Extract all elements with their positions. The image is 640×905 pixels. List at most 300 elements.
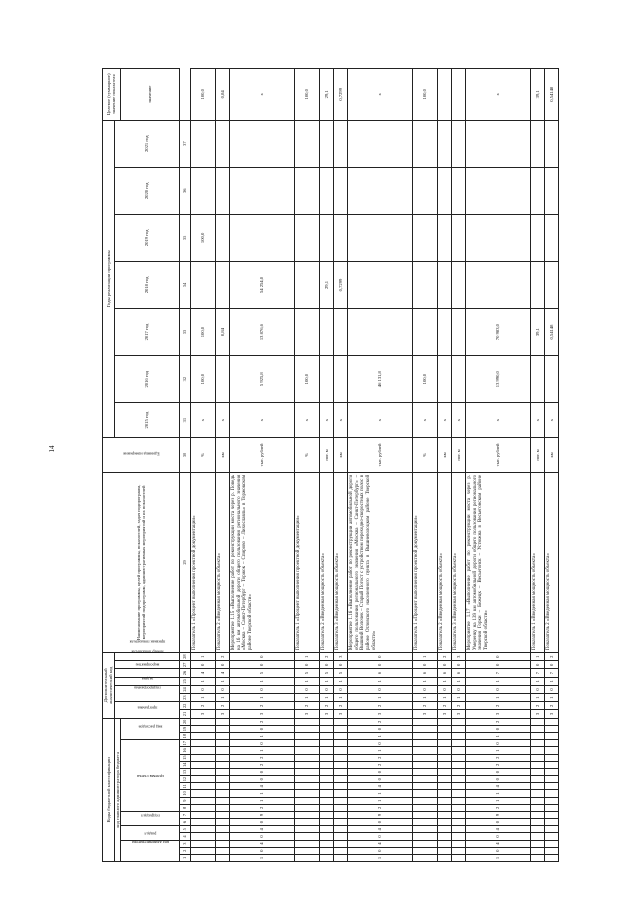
year-value: 29,1 xyxy=(319,261,333,308)
page-number: 14 xyxy=(48,445,56,453)
kbk-digit xyxy=(451,833,465,840)
kbk-digit xyxy=(215,797,229,804)
year-value: 0,84 xyxy=(215,309,229,356)
kbk-digit xyxy=(412,733,437,740)
code-digit: 1 xyxy=(294,677,319,685)
code-digit: 3 xyxy=(465,710,530,718)
year-value: х xyxy=(294,403,319,438)
kbk-digit xyxy=(333,854,347,861)
code-digit: 1 xyxy=(451,677,465,685)
kbk-digit: 0 xyxy=(229,768,294,775)
kbk-digit xyxy=(437,726,451,733)
column-number: 6 xyxy=(179,819,190,826)
kbk-digit xyxy=(294,733,319,740)
kbk-digit: 0 xyxy=(229,776,294,783)
code-digit: 3 xyxy=(333,653,347,661)
kbk-digit: 1 xyxy=(465,747,530,754)
code-digit: 5 xyxy=(229,669,294,677)
code-col-indicator-sign: признак показателя xyxy=(114,653,179,661)
code-digit: 5 xyxy=(333,669,347,677)
year-value xyxy=(229,214,294,261)
kbk-digit xyxy=(294,854,319,861)
unit-cell: км xyxy=(215,438,229,473)
code-digit: 4 xyxy=(215,669,229,677)
kbk-digit xyxy=(333,811,347,818)
year-value: 0,7299 xyxy=(333,261,347,308)
code-digit: 0 xyxy=(437,685,451,693)
kbk-digit xyxy=(530,747,544,754)
year-value xyxy=(215,356,229,403)
year-value xyxy=(544,261,558,308)
final-subheader: значение xyxy=(120,69,179,121)
kbk-digit xyxy=(319,761,333,768)
year-value: х xyxy=(451,403,465,438)
kbk-digit: 1 xyxy=(229,747,294,754)
final-value: 0,84 xyxy=(215,69,229,121)
kbk-digit xyxy=(544,790,558,797)
kbk-digit xyxy=(412,811,437,818)
code-digit: 3 xyxy=(437,710,451,718)
kbk-digit xyxy=(437,797,451,804)
unit-cell: км xyxy=(437,438,451,473)
year-value xyxy=(451,214,465,261)
code-digit: 0 xyxy=(294,661,319,669)
kbk-digit xyxy=(190,776,215,783)
kbk-digit: 0 xyxy=(347,776,412,783)
kbk-digit xyxy=(319,826,333,833)
kbk-digit: 0 xyxy=(229,726,294,733)
code-digit: 1 xyxy=(347,677,412,685)
kbk-digit xyxy=(319,747,333,754)
kbk-digit xyxy=(437,768,451,775)
kbk-digit xyxy=(215,804,229,811)
code-digit: 3 xyxy=(451,653,465,661)
kbk-digit xyxy=(319,768,333,775)
column-number: 16 xyxy=(179,747,190,754)
final-value: х xyxy=(229,69,294,121)
kbk-digit xyxy=(215,761,229,768)
year-value: 39,1 xyxy=(530,309,544,356)
kbk-digit: 0 xyxy=(347,819,412,826)
year-value xyxy=(319,356,333,403)
code-digit: 0 xyxy=(319,685,333,693)
kbk-digit xyxy=(294,740,319,747)
year-value xyxy=(412,309,437,356)
kbk-digit: 4 xyxy=(229,783,294,790)
code-digit: 0 xyxy=(347,661,412,669)
kbk-digit xyxy=(412,840,437,847)
year-value: х xyxy=(333,403,347,438)
kbk-digit xyxy=(294,776,319,783)
code-digit: 0 xyxy=(412,685,437,693)
kbk-digit xyxy=(294,747,319,754)
kbk-digit xyxy=(294,726,319,733)
kbk-digit: 4 xyxy=(347,783,412,790)
kbk-digit xyxy=(294,718,319,725)
kbk-digit: 1 xyxy=(347,790,412,797)
kbk-digit: 1 xyxy=(465,790,530,797)
code-digit: 3 xyxy=(229,710,294,718)
year-value xyxy=(229,167,294,214)
year-value: 100,0 xyxy=(190,356,215,403)
code-digit: 2 xyxy=(294,702,319,710)
unit-cell: км xyxy=(333,438,347,473)
kbk-digit xyxy=(215,819,229,826)
kbk-digit: 4 xyxy=(229,840,294,847)
kbk-digit: 4 xyxy=(465,826,530,833)
code-digit: 3 xyxy=(347,710,412,718)
indicator-row xyxy=(412,69,437,862)
kbk-digit xyxy=(333,754,347,761)
kbk-digit xyxy=(319,833,333,840)
kbk-digit: 0 xyxy=(229,833,294,840)
final-value: 100,0 xyxy=(190,69,215,121)
kbk-digit xyxy=(544,804,558,811)
year-value xyxy=(544,167,558,214)
code-digit: 2 xyxy=(437,653,451,661)
unit-column-header: Единица измерения xyxy=(103,438,180,473)
code-digit: 2 xyxy=(319,653,333,661)
event-name: Мероприятие 1.16 «Выполнение работ по реконструкции автомобильной дороги общего пользования регионального значения «Москва – Санкт-Петербург» – Вышний Волочек – Старый Погост с устройством переходно-скоростных полос в районе Огловского населенного пункта в Вышневолоцком районе Тверской области» xyxy=(347,472,412,652)
year-value xyxy=(333,356,347,403)
kbk-digit: 0 xyxy=(465,768,530,775)
column-number: 19 xyxy=(179,726,190,733)
kbk-col-subsection: подраздел xyxy=(120,811,179,825)
kbk-digit xyxy=(319,840,333,847)
kbk-digit xyxy=(451,804,465,811)
code-digit: 1 xyxy=(465,677,530,685)
kbk-digit xyxy=(333,797,347,804)
code-digit: 1 xyxy=(190,694,215,702)
year-value xyxy=(190,261,215,308)
kbk-col-expense-type: вид расходов xyxy=(120,718,179,740)
kbk-digit xyxy=(412,854,437,861)
kbk-digit xyxy=(333,783,347,790)
kbk-digit xyxy=(215,726,229,733)
kbk-digit xyxy=(190,847,215,854)
kbk-digit: 0 xyxy=(229,819,294,826)
kbk-digit: 0 xyxy=(465,819,530,826)
column-number: 3 xyxy=(179,840,190,847)
kbk-digit xyxy=(437,747,451,754)
code-digit: 7 xyxy=(530,669,544,677)
kbk-digit: 2 xyxy=(465,761,530,768)
year-value xyxy=(451,261,465,308)
code-digit: 1 xyxy=(294,694,319,702)
column-number-row xyxy=(179,69,190,862)
kbk-digit xyxy=(544,747,558,754)
kbk-digit: 2 xyxy=(465,718,530,725)
year-value: 46 131,8 xyxy=(347,356,412,403)
kbk-digit xyxy=(294,804,319,811)
unit-cell: км xyxy=(544,438,558,473)
kbk-digit xyxy=(530,726,544,733)
indicator-name: Показатель 2 «Введенная мощность объекта» xyxy=(544,472,558,652)
year-value xyxy=(451,167,465,214)
year-value: 13 876,6 xyxy=(229,309,294,356)
kbk-digit xyxy=(530,718,544,725)
kbk-digit xyxy=(215,776,229,783)
kbk-digit xyxy=(544,768,558,775)
year-value xyxy=(294,120,319,167)
year-2021-header: 2021 год xyxy=(114,120,179,167)
year-value xyxy=(530,261,544,308)
kbk-digit xyxy=(451,854,465,861)
final-value: 100,0 xyxy=(294,69,319,121)
kbk-digit xyxy=(294,797,319,804)
kbk-digit: 2 xyxy=(229,754,294,761)
kbk-digit xyxy=(437,833,451,840)
code-digit: 3 xyxy=(412,710,437,718)
code-digit: 0 xyxy=(412,661,437,669)
indicator-row xyxy=(190,69,215,862)
kbk-digit xyxy=(544,754,558,761)
kbk-digit xyxy=(190,804,215,811)
kbk-digit xyxy=(451,840,465,847)
code-digit: 0 xyxy=(465,653,530,661)
code-digit: 1 xyxy=(190,677,215,685)
kbk-digit xyxy=(294,768,319,775)
kbk-digit xyxy=(215,847,229,854)
kbk-digit xyxy=(530,754,544,761)
kbk-digit: 1 xyxy=(347,747,412,754)
final-value xyxy=(451,69,465,121)
kbk-digit: 4 xyxy=(465,840,530,847)
kbk-digit xyxy=(319,811,333,818)
kbk-digit xyxy=(412,833,437,840)
kbk-digit: 0 xyxy=(347,740,412,747)
kbk-digit: 0 xyxy=(347,833,412,840)
final-value: х xyxy=(465,69,530,121)
kbk-digit: 2 xyxy=(347,804,412,811)
code-digit: 1 xyxy=(319,677,333,685)
indicator-row xyxy=(215,69,229,862)
year-2015-header: 2015 год xyxy=(114,403,179,438)
year-value xyxy=(451,309,465,356)
code-digit: 0 xyxy=(451,661,465,669)
kbk-digit xyxy=(530,840,544,847)
year-value xyxy=(412,167,437,214)
year-value xyxy=(437,167,451,214)
column-number: 28 xyxy=(179,653,190,661)
kbk-digit xyxy=(412,740,437,747)
code-digit: 1 xyxy=(530,653,544,661)
code-digit: 0 xyxy=(319,661,333,669)
code-digit: 0 xyxy=(294,685,319,693)
kbk-digit xyxy=(294,819,319,826)
year-value xyxy=(294,261,319,308)
indicator-name: Показатель 1 «Процент выполнения проектной документации» xyxy=(294,472,319,652)
indicator-name: Показатель 2 «Введенная мощность объекта» xyxy=(215,472,229,652)
kbk-digit xyxy=(544,718,558,725)
year-value xyxy=(465,120,530,167)
event-row xyxy=(347,69,412,862)
kbk-digit xyxy=(412,768,437,775)
kbk-digit: 1 xyxy=(465,854,530,861)
kbk-digit xyxy=(333,833,347,840)
unit-cell: % xyxy=(190,438,215,473)
code-digit: 2 xyxy=(465,702,530,710)
year-value: 0,54148 xyxy=(544,309,558,356)
kbk-digit xyxy=(437,847,451,854)
kbk-digit xyxy=(530,783,544,790)
kbk-digit xyxy=(451,768,465,775)
kbk-digit xyxy=(190,761,215,768)
kbk-digit xyxy=(190,733,215,740)
kbk-digit xyxy=(412,726,437,733)
code-digit: 7 xyxy=(465,669,530,677)
kbk-digit xyxy=(412,747,437,754)
code-digit: 0 xyxy=(333,685,347,693)
year-value xyxy=(215,120,229,167)
column-number: 25 xyxy=(179,677,190,685)
code-col-subprogram: подпрограмма xyxy=(114,685,179,701)
column-number: 24 xyxy=(179,685,190,693)
year-value: 5 925,8 xyxy=(229,356,294,403)
kbk-digit xyxy=(544,854,558,861)
year-2016-header: 2016 год xyxy=(114,356,179,403)
kbk-digit: 1 xyxy=(229,733,294,740)
column-number: 34 xyxy=(179,261,190,308)
code-digit: 1 xyxy=(451,694,465,702)
code-digit: 3 xyxy=(215,710,229,718)
unit-cell: % xyxy=(294,438,319,473)
column-number: 37 xyxy=(179,120,190,167)
kbk-digit xyxy=(319,847,333,854)
kbk-digit xyxy=(412,847,437,854)
kbk-digit xyxy=(190,768,215,775)
code-digit: 3 xyxy=(530,710,544,718)
kbk-digit xyxy=(451,776,465,783)
kbk-digit xyxy=(319,740,333,747)
code-digit: 1 xyxy=(333,677,347,685)
kbk-digit xyxy=(451,754,465,761)
year-value xyxy=(530,214,544,261)
kbk-digit xyxy=(190,726,215,733)
program-table xyxy=(102,68,559,862)
kbk-digit xyxy=(544,761,558,768)
kbk-digit: 1 xyxy=(229,790,294,797)
year-value xyxy=(451,356,465,403)
column-number: 13 xyxy=(179,768,190,775)
kbk-digit xyxy=(530,776,544,783)
year-value: х xyxy=(412,403,437,438)
year-2017-header: 2017 год xyxy=(114,309,179,356)
kbk-subheader: код главного администратора бюджета xyxy=(114,718,120,861)
indicator-row xyxy=(333,69,347,862)
kbk-digit: 0 xyxy=(465,833,530,840)
indicator-name: Показатель 3 «Введенная мощность объекта» xyxy=(333,472,347,652)
kbk-digit: 2 xyxy=(347,718,412,725)
year-value: 100,0 xyxy=(412,356,437,403)
kbk-digit xyxy=(412,790,437,797)
kbk-digit xyxy=(412,754,437,761)
kbk-digit xyxy=(530,826,544,833)
kbk-digit xyxy=(294,754,319,761)
column-number: 36 xyxy=(179,167,190,214)
kbk-digit xyxy=(333,718,347,725)
kbk-digit: 2 xyxy=(347,754,412,761)
code-digit: 1 xyxy=(437,677,451,685)
indicator-row xyxy=(294,69,319,862)
year-value xyxy=(451,120,465,167)
kbk-digit xyxy=(190,740,215,747)
event-name: Мероприятие 1.15 «Выполнение работ по реконструкции моста через р. Поведь на 16 км автомобильной дороги общего пользования регионального значения «Москва – Санкт-Петербург – Торжок – Спирово – Лихославль» в Торжокском районе Тверской области» xyxy=(229,472,294,652)
code-digit: 1 xyxy=(319,694,333,702)
year-value xyxy=(412,120,437,167)
kbk-digit xyxy=(215,783,229,790)
kbk-digit xyxy=(451,726,465,733)
kbk-digit xyxy=(530,804,544,811)
kbk-digit xyxy=(451,761,465,768)
kbk-digit xyxy=(190,783,215,790)
unit-cell: пог. м xyxy=(530,438,544,473)
code-digit: 1 xyxy=(333,694,347,702)
kbk-digit xyxy=(333,740,347,747)
kbk-digit xyxy=(294,833,319,840)
code-digit: 2 xyxy=(437,702,451,710)
name-column-header: Наименование программы, целей программы, показателей, задач подпрограмм, мероприятий подпрограмм, административных мероприятий и их показателей xyxy=(103,472,180,652)
indicator-name: Показатель 3 «Введенная мощность объекта» xyxy=(451,472,465,652)
column-number: 5 xyxy=(179,826,190,833)
code-digit: 0 xyxy=(530,685,544,693)
year-value xyxy=(333,167,347,214)
kbk-digit: 4 xyxy=(347,840,412,847)
year-value xyxy=(294,167,319,214)
kbk-digit xyxy=(451,740,465,747)
kbk-digit xyxy=(412,783,437,790)
year-value: 70 983,0 xyxy=(465,309,530,356)
kbk-digit xyxy=(437,718,451,725)
kbk-digit xyxy=(333,840,347,847)
kbk-digit xyxy=(451,747,465,754)
kbk-digit: 0 xyxy=(229,847,294,854)
kbk-digit xyxy=(530,761,544,768)
year-value xyxy=(544,214,558,261)
final-value xyxy=(437,69,451,121)
code-col-indicator-number: номер показателя xyxy=(114,661,179,669)
years-group-header: Годы реализации программы xyxy=(103,120,115,437)
year-value: х xyxy=(215,403,229,438)
kbk-digit: 1 xyxy=(229,854,294,861)
kbk-digit xyxy=(451,847,465,854)
kbk-group-header: Коды бюджетной классификации xyxy=(103,718,115,861)
code-digit: 1 xyxy=(465,694,530,702)
kbk-digit xyxy=(294,847,319,854)
kbk-digit xyxy=(412,761,437,768)
year-value xyxy=(333,120,347,167)
unit-cell: тыс. рублей xyxy=(465,438,530,473)
code-digit: 1 xyxy=(412,677,437,685)
year-value xyxy=(333,214,347,261)
kbk-digit: 9 xyxy=(347,811,412,818)
year-value: х xyxy=(465,403,530,438)
code-digit: 0 xyxy=(465,661,530,669)
kbk-digit xyxy=(530,740,544,747)
kbk-digit xyxy=(215,790,229,797)
kbk-digit xyxy=(333,847,347,854)
unit-cell: пог. м xyxy=(319,438,333,473)
kbk-digit xyxy=(319,733,333,740)
code-digit: 0 xyxy=(544,685,558,693)
unit-cell: % xyxy=(412,438,437,473)
year-value: 100,0 xyxy=(294,356,319,403)
column-number: 1 xyxy=(179,854,190,861)
kbk-digit xyxy=(544,840,558,847)
kbk-digit xyxy=(437,783,451,790)
code-digit: 1 xyxy=(190,653,215,661)
column-number: 22 xyxy=(179,702,190,710)
